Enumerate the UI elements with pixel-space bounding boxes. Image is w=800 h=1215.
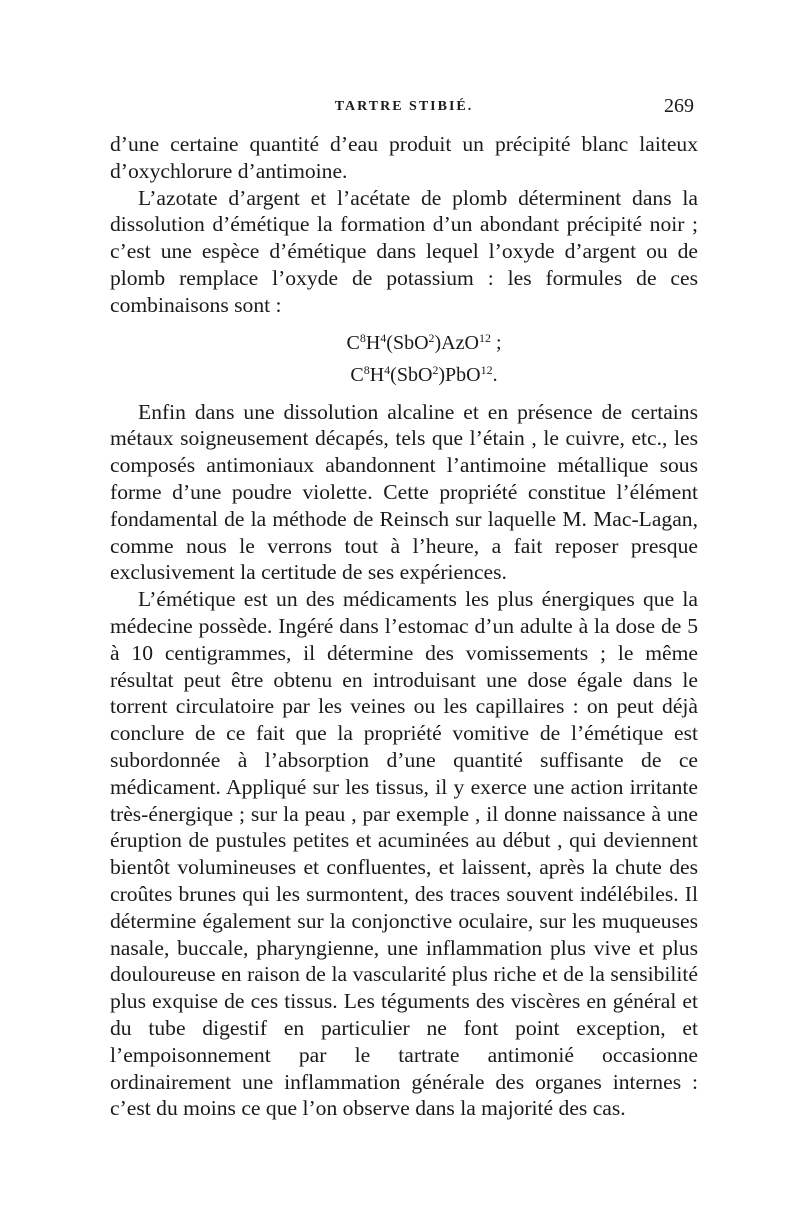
formula-lead-part: H	[369, 363, 385, 386]
running-head	[110, 95, 698, 131]
paragraph-silver-lead-salts: L’azotate d’argent et l’acétate de plomb déterminent dans la dissolution d’émétique la formation d’un abondant précipité noir ; c’est une espèce d’émétique dans lequel l’oxyde d’argent ou de plomb remplace l’oxyde de potassium : les formules de ces combinaisons sont :	[110, 185, 698, 317]
formula-silver-part: )AzO	[434, 331, 479, 354]
formula-lead-part: .	[492, 363, 498, 386]
formula-silver-sup: 2	[428, 330, 435, 345]
paragraph-continuation: d’une certaine quantité d’eau produit un précipité blanc laiteux d’oxychlorure d’antimoine.	[110, 132, 698, 183]
formula-silver-sup: 8	[359, 330, 366, 345]
formula-silver-part: ;	[490, 331, 502, 354]
formula-lead-sup: 8	[363, 362, 370, 377]
formula-lead-sup: 12	[480, 362, 493, 377]
formula-lead-part: C	[350, 363, 364, 386]
formula-lead-sup: 4	[384, 362, 391, 377]
formula-lead-sup: 2	[432, 362, 439, 377]
formula-block	[110, 325, 698, 389]
formula-silver-part: C	[346, 331, 360, 354]
formula-lead-part: )PbO	[438, 363, 481, 386]
formula-silver-part: H	[365, 331, 381, 354]
book-page	[110, 95, 698, 1122]
formula-silver	[110, 325, 698, 357]
paragraph-emetic-effects: L’émétique est un des médicaments les plus énergiques que la médecine possède. Ingéré dans l’estomac d’un adulte à la dose de 5 à 10 centigrammes, il détermine des vomissements ; le même résultat peut être obtenu en introduisant une dose égale dans le torrent circulatoire par les veines ou les capillaires : on peut déjà conclure de ce fait que la propriété vomitive de l’émétique est subordonnée à l’absorption d’une quantité suffisante de ce médicament. Appliqué sur les tissus, il y exerce une action irritante très-énergique ; sur la peau , par exemple , il donne naissance à une éruption de pustules petites et acuminées au début , qui deviennent bientôt volumineuses et confluentes, et laissent, après la chute des croûtes brunes qui les surmontent, des traces souvent indélébiles. Il détermine également sur la conjonctive oculaire, sur les muqueuses nasale, buccale, pharyngienne, une inflammation plus vive et plus douloureuse en raison de la vascularité plus riche et de la sensibilité plus exquise de ces tissus. Les téguments des viscères en général et du tube digestif en particulier ne font point exception, et l’empoisonnement par le tartrate antimonié occasionne ordinairement une inflammation générale des organes internes : c’est du moins ce que l’on observe dans la majorité des cas.	[110, 587, 698, 1121]
paragraph-reinsch-method: Enfin dans une dissolution alcaline et en présence de certains métaux soigneusement décapés, tels que l’étain , le cuivre, etc., les composés antimoniaux abandonnent l’antimoine métallique sous forme d’une poudre violette. Cette propriété constitue l’élément fondamental de la méthode de Reinsch sur laquelle M. Mac-Lagan, comme nous le verrons tout à l’heure, a fait reposer presque exclusivement la certitude de ses expériences.	[110, 399, 698, 585]
formula-silver-sup: 4	[380, 330, 387, 345]
formula-lead	[110, 357, 698, 389]
page-number: 269	[664, 95, 694, 117]
formula-silver-part: (SbO	[386, 331, 429, 354]
formula-silver-sup: 12	[478, 330, 491, 345]
running-title: TARTRE STIBIÉ.	[334, 99, 474, 114]
formula-lead-part: (SbO	[390, 363, 433, 386]
